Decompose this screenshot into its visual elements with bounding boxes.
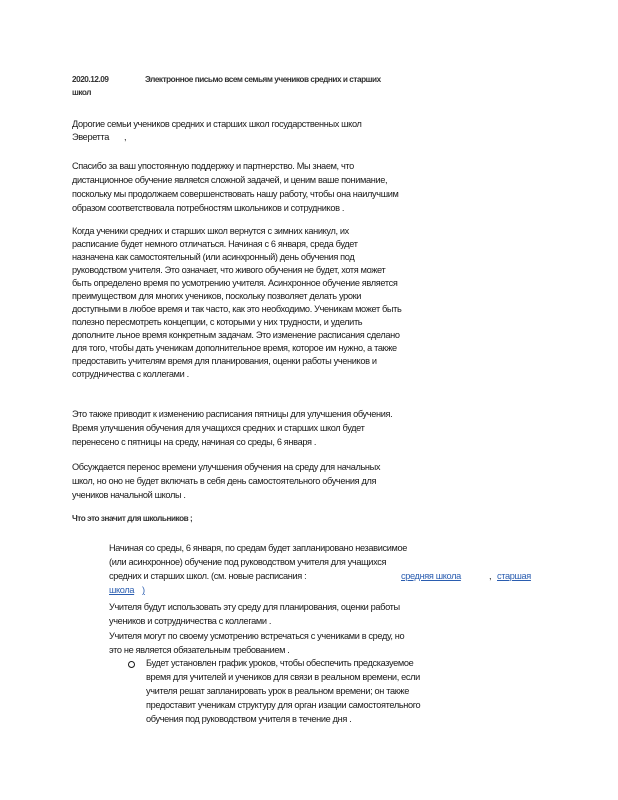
paragraph-line: образом соответствовала потребностям школьников и сотрудников . (72, 203, 345, 213)
paragraph-line: назначена как самостоятельный (или асинхронный) день обучения под (72, 252, 355, 262)
sub-bullet-text: Будет установлен график уроков, чтобы обеспечить предсказуемое (146, 658, 414, 668)
paragraph-line: преимуществом для многих учеников, поскольку позволяет делать уроки (72, 291, 362, 301)
greeting-line: Эверетта (72, 132, 110, 142)
paragraph-line: Это также приводит к изменению расписания пятницы для улучшения обучения. (72, 409, 393, 419)
sub-bullet-circle-icon (128, 661, 135, 668)
letter-title-cont: школ (72, 88, 92, 97)
greeting-line: Дорогие семьи учеников средних и старших школ государственных школ (72, 119, 362, 129)
high-school-link-cont[interactable]: школа (109, 585, 135, 595)
sub-bullet-text: предоставит ученикам структуру для орган изации самостоятельного (146, 700, 421, 710)
paragraph-line: полезно пересмотреть концепции, с которыми у них трудности, и уделить (72, 317, 363, 327)
link-separator: , (489, 571, 492, 581)
paragraph-line: доступными в любое время и так часто, как это необходимо. Ученикам может быть (72, 304, 402, 314)
bullet-text: (или асинхронное) обучение под руководством учителя для учащихся (109, 557, 387, 567)
paragraph-line: поскольку мы продолжаем совершенствовать нашу работу, чтобы она наилучшим (72, 189, 399, 199)
bullet-text: учеников и сотрудничества с коллегами . (109, 616, 272, 626)
paragraph-line: быть определено время по усмотрению учителя. Асинхронное обучение является (72, 278, 398, 288)
bullet-text: Начиная со среды, 6 января, по средам будет запланировано независимое (109, 543, 408, 553)
paragraph-line: школ, но оно не будет включать в себя день самостоятельного обучения для (72, 476, 377, 486)
paragraph-line: предоставить учителям время для планирования, оценки работы учеников и (72, 356, 377, 366)
paragraph-line: перенесено с пятницы на среду, начиная со среды, 6 января . (72, 437, 317, 447)
paragraph-line: Обсуждается перенос времени улучшения обучения на среду для начальных (72, 462, 381, 472)
letter-title: Электронное письмо всем семьям учеников средних и старших (145, 75, 381, 84)
paragraph-line: учеников начальной школы . (72, 490, 186, 500)
sub-bullet-text: обучения под руководством учителя в течение дня . (146, 714, 352, 724)
paragraph-line: расписание будет немного отличаться. Начиная с 6 января, среда будет (72, 239, 358, 249)
paragraph-line: Время улучшения обучения для учащихся средних и старших школ будет (72, 423, 365, 433)
middle-school-link[interactable]: средняя школа (401, 571, 461, 581)
bullet-text: это не является обязательным требованием . (109, 645, 290, 655)
high-school-link[interactable]: старшая (497, 571, 531, 581)
letter-date: 2020.12.09 (72, 75, 109, 84)
paragraph-line: руководством учителя. Это означает, что живого обучения не будет, хотя может (72, 265, 386, 275)
sub-bullet-text: учителя решат запланировать урок в реальном времени; он также (146, 686, 409, 696)
paragraph-line: сотрудничества с коллегами . (72, 369, 189, 379)
paragraph-line: Спасибо за ваш упостоянную поддержку и партнерство. Мы знаем, что (72, 161, 354, 171)
link-close-paren: ) (142, 585, 145, 595)
paragraph-line: для того, чтобы дать ученикам дополнительное время, которое им нужно, а также (72, 343, 397, 353)
bullet-text: средних и старших школ. (см. новые расписания : (109, 571, 307, 581)
sub-bullet-text: время для учителей и учеников для связи в реальном времени, если (146, 672, 420, 682)
bullet-text: Учителя могут по своему усмотрению встречаться с учениками в среду, но (109, 631, 405, 641)
paragraph-line: дистанционное обучение являеtся сложной задачей, и ценим ваше понимание, (72, 175, 388, 185)
paragraph-line: дополните льное время конкретным задачам. Это изменение расписания сделано (72, 330, 400, 340)
section-heading: Что это значит для школьников ; (72, 514, 193, 523)
paragraph-line: Когда ученики средних и старших школ вернутся с зимних каникул, их (72, 226, 349, 236)
bullet-text: Учителя будут использовать эту среду для планирования, оценки работы (109, 602, 400, 612)
greeting-comma: , (124, 132, 127, 142)
